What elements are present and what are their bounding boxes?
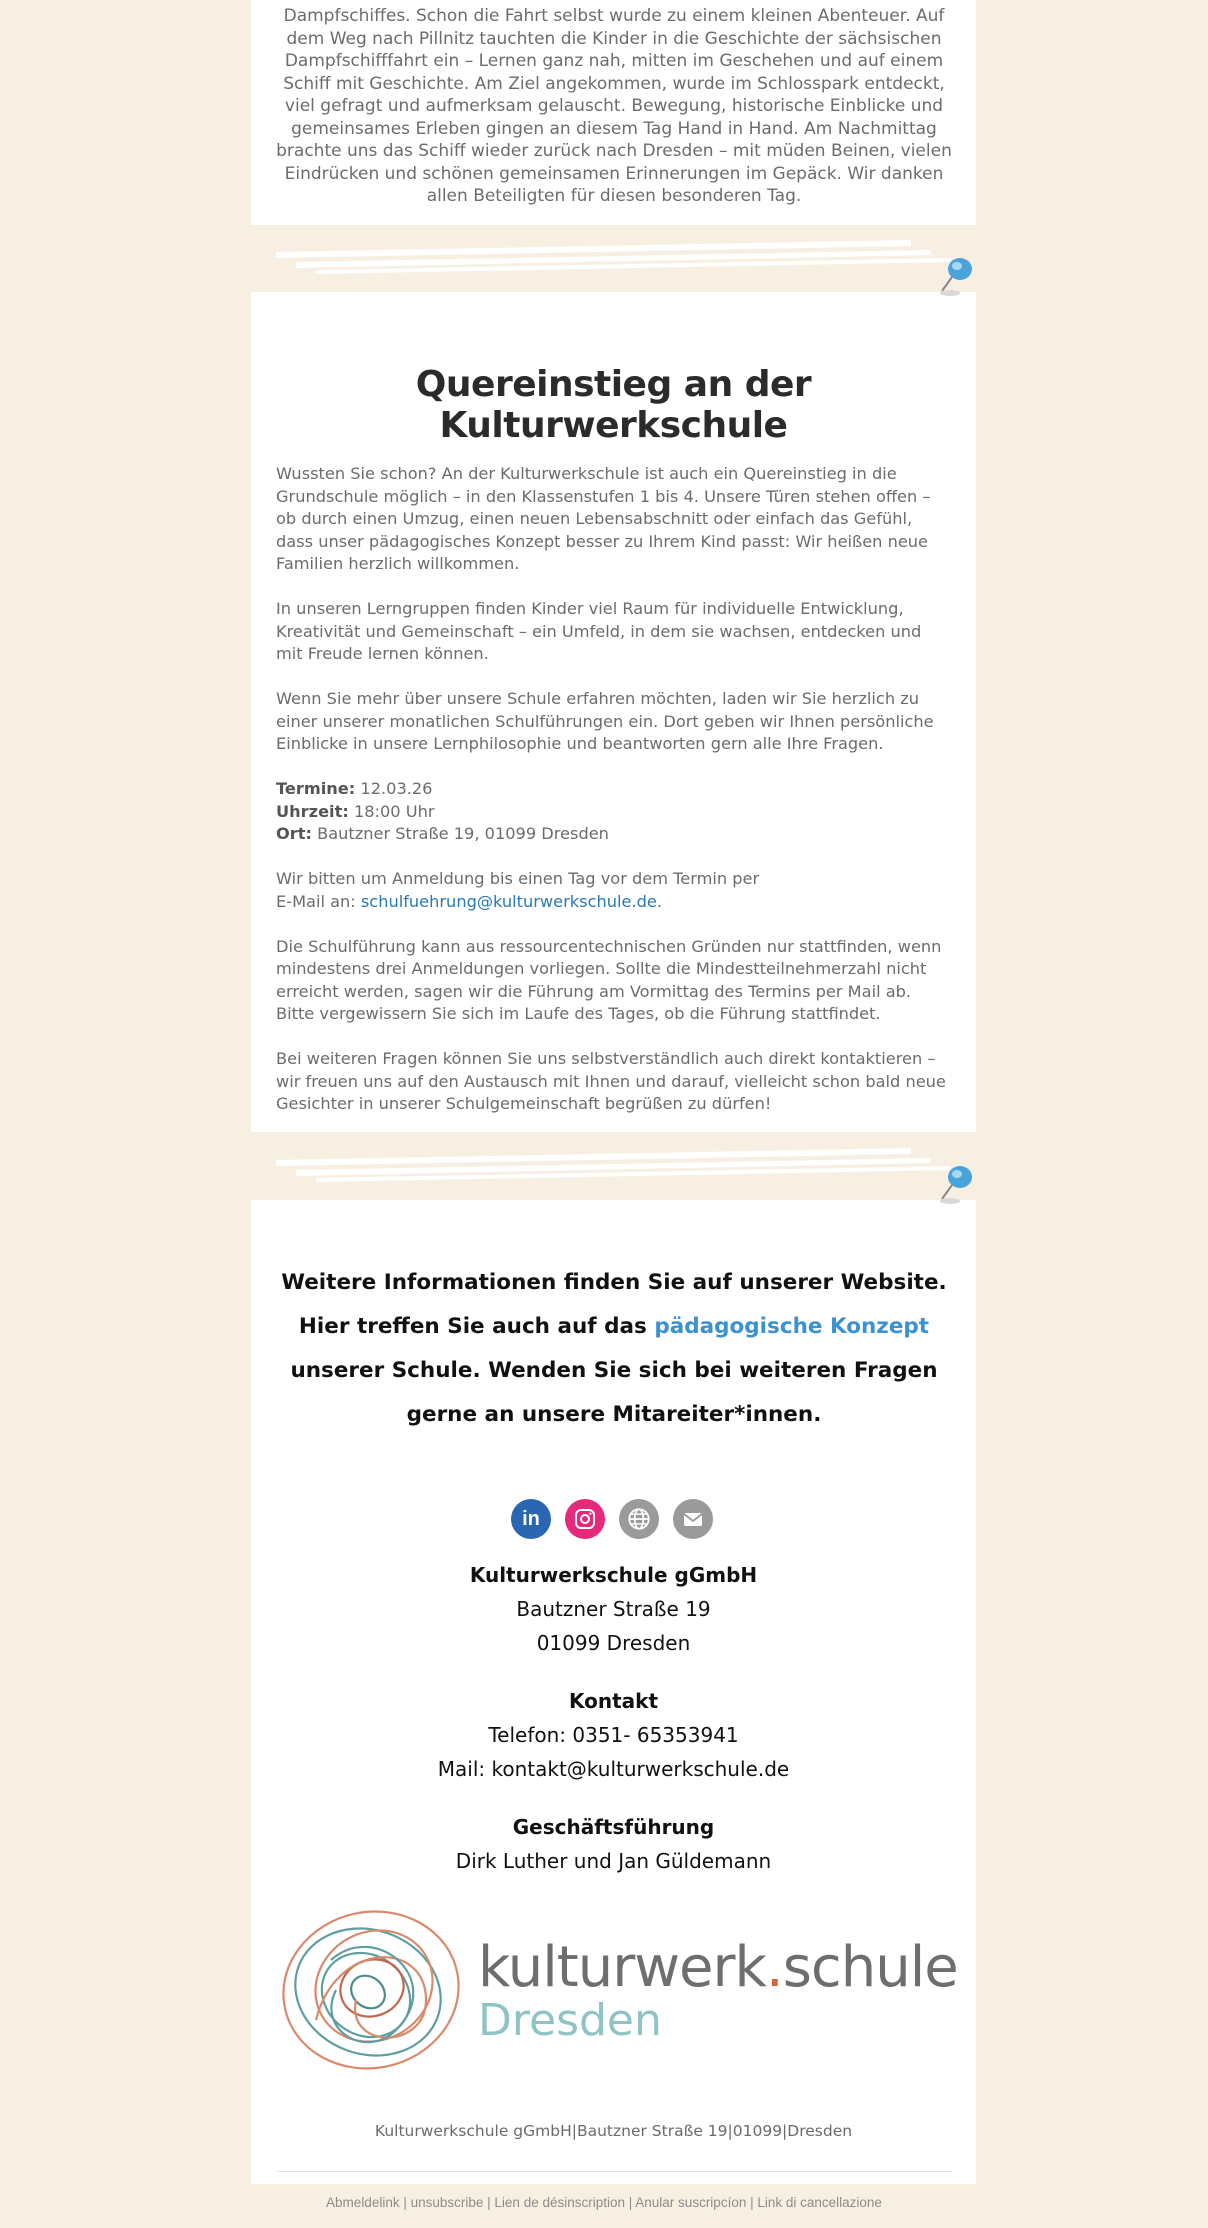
info-block (276, 1261, 952, 1437)
globe-icon[interactable] (619, 1499, 659, 1539)
pushpin-icon (938, 1163, 976, 1207)
paragraph: Die Schulführung kann aus ressourcentechnischen Gründen nur stattfinden, wenn mindestens drei Anmeldungen vorliegen. Sollte die Mindestteilnehmerzahl nicht erreicht werden, sagen wir die Führung am Vormittag des Termins per Mail ab. Bitte vergewissern Sie sich im Laufe des Tages, ob die Führung stattfindet. (276, 936, 942, 1023)
social-links (511, 1499, 717, 1541)
footer-address: Kulturwerkschule gGmbH|Bautzner Straße 19|01099|Dresden (374, 2122, 853, 2140)
separator: | (625, 2195, 636, 2210)
section-divider (251, 210, 976, 300)
logo-dot: . (765, 1935, 783, 2000)
mail-icon[interactable] (673, 1499, 713, 1539)
event-details (276, 778, 952, 846)
termin-label: Termine: (276, 779, 356, 798)
paragraph: Bei weiteren Fragen können Sie uns selbstverständlich auch direkt kontaktieren – wir freuen uns auf den Austausch mit Ihnen und darauf, vielleicht schon bald neue Gesichter in unserer Schulgemeinschaft begrüßen zu dürfen! (276, 1049, 946, 1113)
management-names: Dirk Luther und Jan Güldemann (455, 1849, 772, 1873)
registration-text: Wir bitten um Anmeldung bis einen Tag vor dem Termin per E-Mail an: (276, 869, 760, 911)
contact-heading: Kontakt (568, 1689, 659, 1713)
footer-divider (276, 2171, 952, 2172)
unsubscribe-link-en[interactable]: unsubscribe (410, 2195, 484, 2210)
section-title: Quereinstieg an der Kulturwerkschule (415, 364, 812, 446)
management-heading: Geschäftsführung (512, 1815, 715, 1839)
info-line1: Weitere Informationen finden Sie auf unserer Website. (281, 1270, 947, 1295)
registration-note (276, 868, 766, 913)
logo-word1: kulturwerk (478, 1935, 766, 2000)
separator: | (399, 2195, 411, 2210)
instagram-icon[interactable] (565, 1499, 605, 1539)
unsubscribe-link-it[interactable]: Link di cancellazione (757, 2195, 882, 2210)
registration-email-link[interactable]: schulfuehrung@kulturwerkschule.de (360, 891, 657, 911)
logo-swirl-icon (276, 1900, 466, 2080)
company-street: Bautzner Straße 19 (516, 1597, 711, 1621)
contact-mail: Mail: kontakt@kulturwerkschule.de (437, 1757, 790, 1781)
section-divider (251, 1118, 976, 1208)
unsubscribe-links (0, 2195, 1208, 2210)
ort-label: Ort: (276, 824, 312, 843)
unsubscribe-link-fr[interactable]: Lien de désinscription (494, 2195, 626, 2210)
pushpin-icon (938, 255, 976, 299)
logo-city: Dresden (478, 1995, 662, 2046)
company-info (251, 1558, 976, 1878)
contact-phone: Telefon: 0351- 65353941 (488, 1723, 739, 1747)
info-pre: Hier treffen Sie auch auf das (298, 1314, 655, 1339)
logo-word2: schule (782, 1935, 958, 2000)
ort-value: Bautzner Straße 19, 01099 Dresden (311, 824, 609, 843)
company-name: Kulturwerkschule gGmbH (469, 1563, 758, 1587)
paragraph: In unseren Lerngruppen finden Kinder viel Raum für individuelle Entwicklung, Kreativität und Gemeinschaft – ein Umfeld, in dem sie wachsen, entdecken und mit Freude lernen können. (276, 599, 922, 663)
termin-value: 12.03.26 (355, 779, 433, 798)
pedagogical-concept-link[interactable]: pädagogische Konzept (654, 1314, 930, 1339)
intro-paragraph: Dampfschiffes. Schon die Fahrt selbst wurde zu einem kleinen Abenteuer. Auf dem Weg nach Pillnitz tauchten die Kinder in die Geschichte der sächsischen Dampfschifffahrt ein – Lernen ganz nah, mitten im Geschehen und auf einem Schiff mit Geschichte. Am Ziel angekommen, wurde im Schlosspark entdeckt, viel gefragt und aufmerksam gelauscht. Bewegung, historische Einblicke und gemeinsames Erleben gingen an diesem Tag Hand in Hand. Am Nachmittag brachte uns das Schiff wieder zurück nach Dresden – mit müden Beinen, vielen Eindrücken und schönen gemeinsamen Erinnerungen im Gepäck. Wir danken allen Beteiligten für diesen besonderen Tag. (276, 6, 952, 206)
registration-end: . (656, 891, 663, 911)
linkedin-icon[interactable]: in (511, 1499, 551, 1539)
uhrzeit-value: 18:00 Uhr (348, 801, 435, 821)
section-body (276, 463, 952, 1138)
paragraph: Wussten Sie schon? An der Kulturwerkschule ist auch ein Quereinstieg in die Grundschule möglich – in den Klassenstufen 1 bis 4. Unsere Türen stehen offen – ob durch einen Umzug, einen neuen Lebensabschnitt oder einfach das Gefühl, dass unser pädagogisches Konzept besser zu Ihrem Kind passt: Wir heißen neue Familien herzlich willkommen. (276, 464, 931, 573)
school-logo (276, 1900, 956, 2080)
info-post: unserer Schule. Wenden Sie sich bei weiteren Fragen gerne an unsere Mitareiter*innen. (290, 1358, 938, 1427)
uhrzeit-label: Uhrzeit: (276, 801, 349, 821)
separator: | (746, 2195, 758, 2210)
paragraph: Wenn Sie mehr über unsere Schule erfahren möchten, laden wir Sie herzlich zu einer unserer monatlichen Schulführungen ein. Dort geben wir Ihnen persönliche Einblicke in unsere Lernphilosophie und beantworten gern alle Ihre Fragen. (276, 689, 934, 753)
unsubscribe-link-de[interactable]: Abmeldelink (326, 2195, 400, 2210)
company-city: 01099 Dresden (536, 1631, 691, 1655)
separator: | (483, 2195, 495, 2210)
unsubscribe-link-es[interactable]: Anular suscripcíon (635, 2195, 747, 2210)
